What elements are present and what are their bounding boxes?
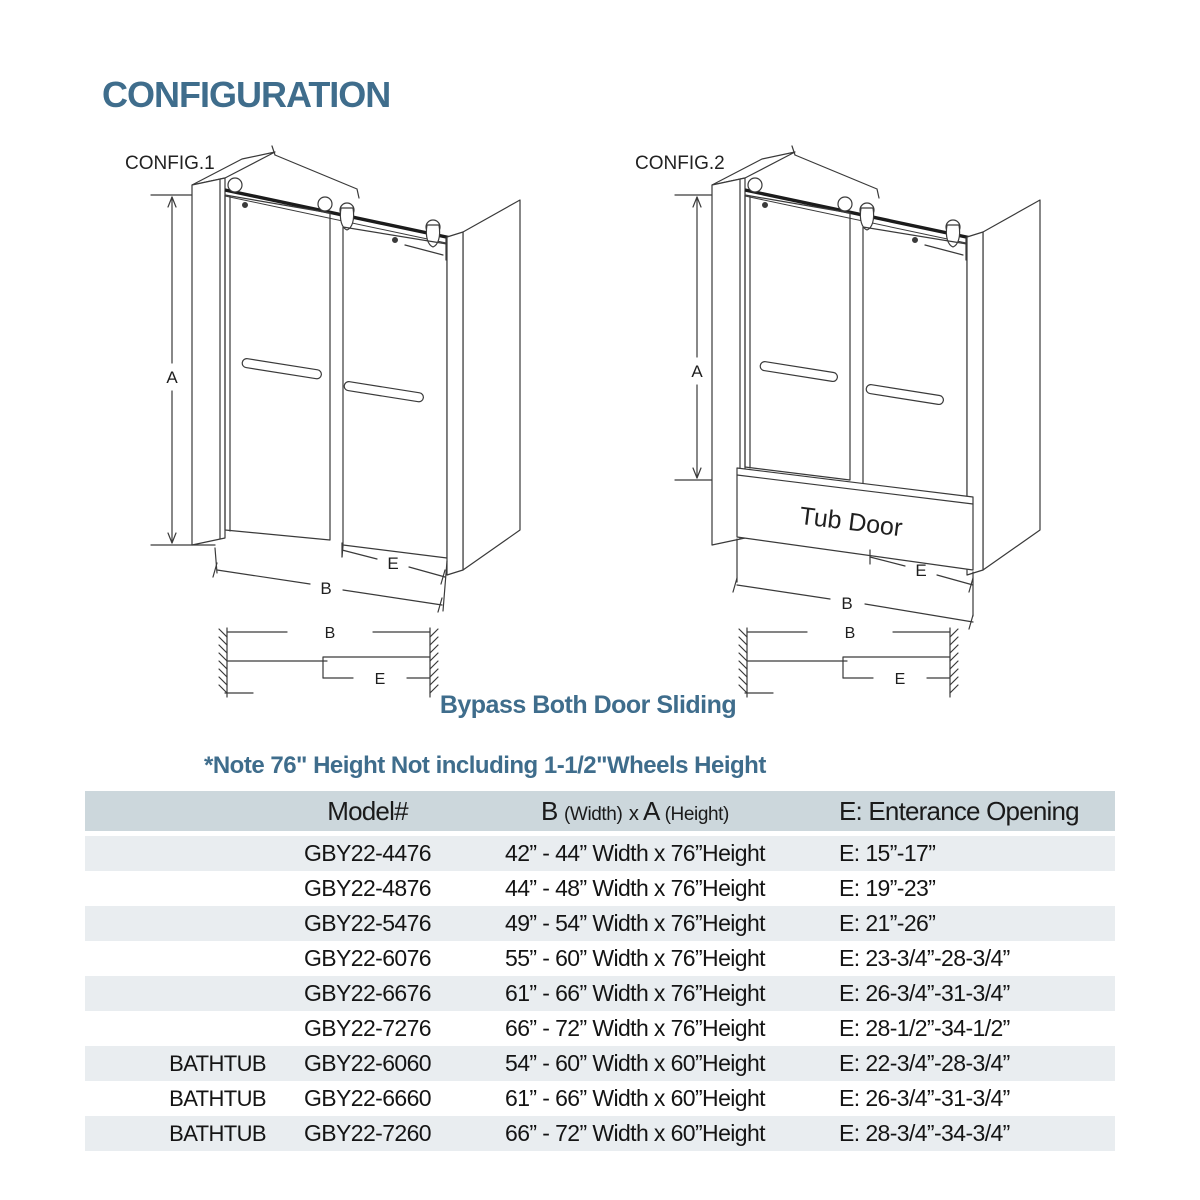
entrance-opening: E: 28-3/4”-34-3/4” <box>815 1116 1115 1151</box>
entrance-opening: E: 21”-26” <box>815 906 1115 941</box>
config2-diagram <box>635 145 1085 705</box>
size-b: B <box>541 795 558 826</box>
bathtub-label <box>85 906 280 941</box>
entrance-opening: E: 19”-23” <box>839 875 936 901</box>
table-header-row <box>85 791 1115 834</box>
bathtub-label <box>85 976 280 1011</box>
dim-b-label: B <box>841 594 853 613</box>
size-range: 49” - 54” Width x 76”Height <box>455 906 815 941</box>
size-range: 54” - 60” Width x 60”Height <box>455 1046 815 1081</box>
size-range: 66” - 72” Width x 60”Height <box>455 1116 815 1151</box>
size-a: A <box>643 795 659 826</box>
rear-door-handle <box>344 381 424 402</box>
top-dimension-marks <box>792 146 966 260</box>
size-range: 44” - 48” Width x 76”Height <box>505 875 765 901</box>
front-door-panel <box>745 195 850 480</box>
model-number: GBY22-4476 <box>280 834 455 872</box>
front-door-handle <box>760 361 838 382</box>
config1-diagram <box>125 145 575 705</box>
bathtub-label <box>85 871 280 906</box>
bathtub-label: BATHTUB <box>169 1085 266 1111</box>
top-rail <box>745 190 971 244</box>
right-wall <box>967 200 1040 575</box>
dim-a-label: A <box>691 362 703 381</box>
table-row <box>85 976 1115 1011</box>
model-number: GBY22-6060 <box>280 1046 455 1081</box>
entrance-opening: E: 26-3/4”-31-3/4” <box>815 976 1115 1011</box>
entrance-opening: E: 26-3/4”-31-3/4” <box>839 1085 1010 1111</box>
dim-e-label: E <box>387 554 399 573</box>
size-range: 55” - 60” Width x 76”Height <box>505 945 765 971</box>
model-number: GBY22-4876 <box>304 875 431 901</box>
plan-b-label: B <box>324 625 336 642</box>
size-range: 42” - 44” Width x 76”Height <box>455 834 815 872</box>
config2-label: CONFIG.2 <box>635 153 725 174</box>
size-range: 61” - 66” Width x 76”Height <box>455 976 815 1011</box>
size-b-note: (Width) <box>563 803 623 825</box>
size-range: 66” - 72” Width x 76”Height <box>505 1015 765 1041</box>
model-number: GBY22-6660 <box>304 1085 431 1111</box>
table-row <box>85 941 1115 976</box>
table-row <box>85 871 1115 906</box>
tub-door-label: Tub Door <box>798 501 904 543</box>
model-number: GBY22-6076 <box>304 945 431 971</box>
rear-door-panel <box>863 227 967 497</box>
plan-e-label: E <box>894 671 906 688</box>
dim-e-label: E <box>915 561 927 580</box>
entrance-opening: E: 22-3/4”-28-3/4” <box>815 1046 1115 1081</box>
bathtub-label: BATHTUB <box>85 1046 280 1081</box>
bathtub-label <box>85 834 280 872</box>
model-number: GBY22-5476 <box>280 906 455 941</box>
diagram-caption: Bypass Both Door Sliding <box>439 691 737 719</box>
right-wall <box>447 200 520 575</box>
entrance-opening: E: 23-3/4”-28-3/4” <box>839 945 1010 971</box>
top-dimension-marks <box>272 146 446 260</box>
size-x: x <box>628 802 639 825</box>
column-header-model: Model# <box>280 791 455 834</box>
model-number: GBY22-6676 <box>280 976 455 1011</box>
dim-b-label: B <box>320 579 332 598</box>
bathtub-label: BATHTUB <box>85 1116 280 1151</box>
column-header-size <box>455 791 815 834</box>
config1-label: CONFIG.1 <box>125 153 215 174</box>
plan-b-label: B <box>844 625 856 642</box>
front-door-handle <box>242 358 322 379</box>
table-row <box>85 834 1115 872</box>
column-header-bathtub <box>85 791 280 834</box>
bathtub-label <box>85 941 280 976</box>
page-title: CONFIGURATION <box>102 74 391 115</box>
table-row <box>85 1116 1115 1151</box>
entrance-opening: E: 15”-17” <box>815 834 1115 872</box>
table-row <box>85 1081 1115 1116</box>
model-number: GBY22-7276 <box>304 1015 431 1041</box>
size-range: 61” - 66” Width x 60”Height <box>505 1085 765 1111</box>
entrance-opening: E: 28-1/2”-34-1/2” <box>839 1015 1010 1041</box>
plan-e-label: E <box>374 671 386 688</box>
left-wall <box>192 152 275 545</box>
top-rail <box>225 190 451 244</box>
table-row <box>85 1011 1115 1046</box>
table-row <box>85 1046 1115 1081</box>
height-note: *Note 76" Height Not including 1-1/2"Wheels Height <box>204 752 766 779</box>
column-header-entrance: E: Enterance Opening <box>815 791 1115 834</box>
dim-a-label: A <box>166 368 178 387</box>
rear-door-handle <box>866 384 944 405</box>
size-a-note: (Height) <box>664 803 729 825</box>
bathtub-label <box>85 1011 280 1046</box>
model-number: GBY22-7260 <box>280 1116 455 1151</box>
table-row <box>85 906 1115 941</box>
spec-table <box>85 791 1115 1151</box>
